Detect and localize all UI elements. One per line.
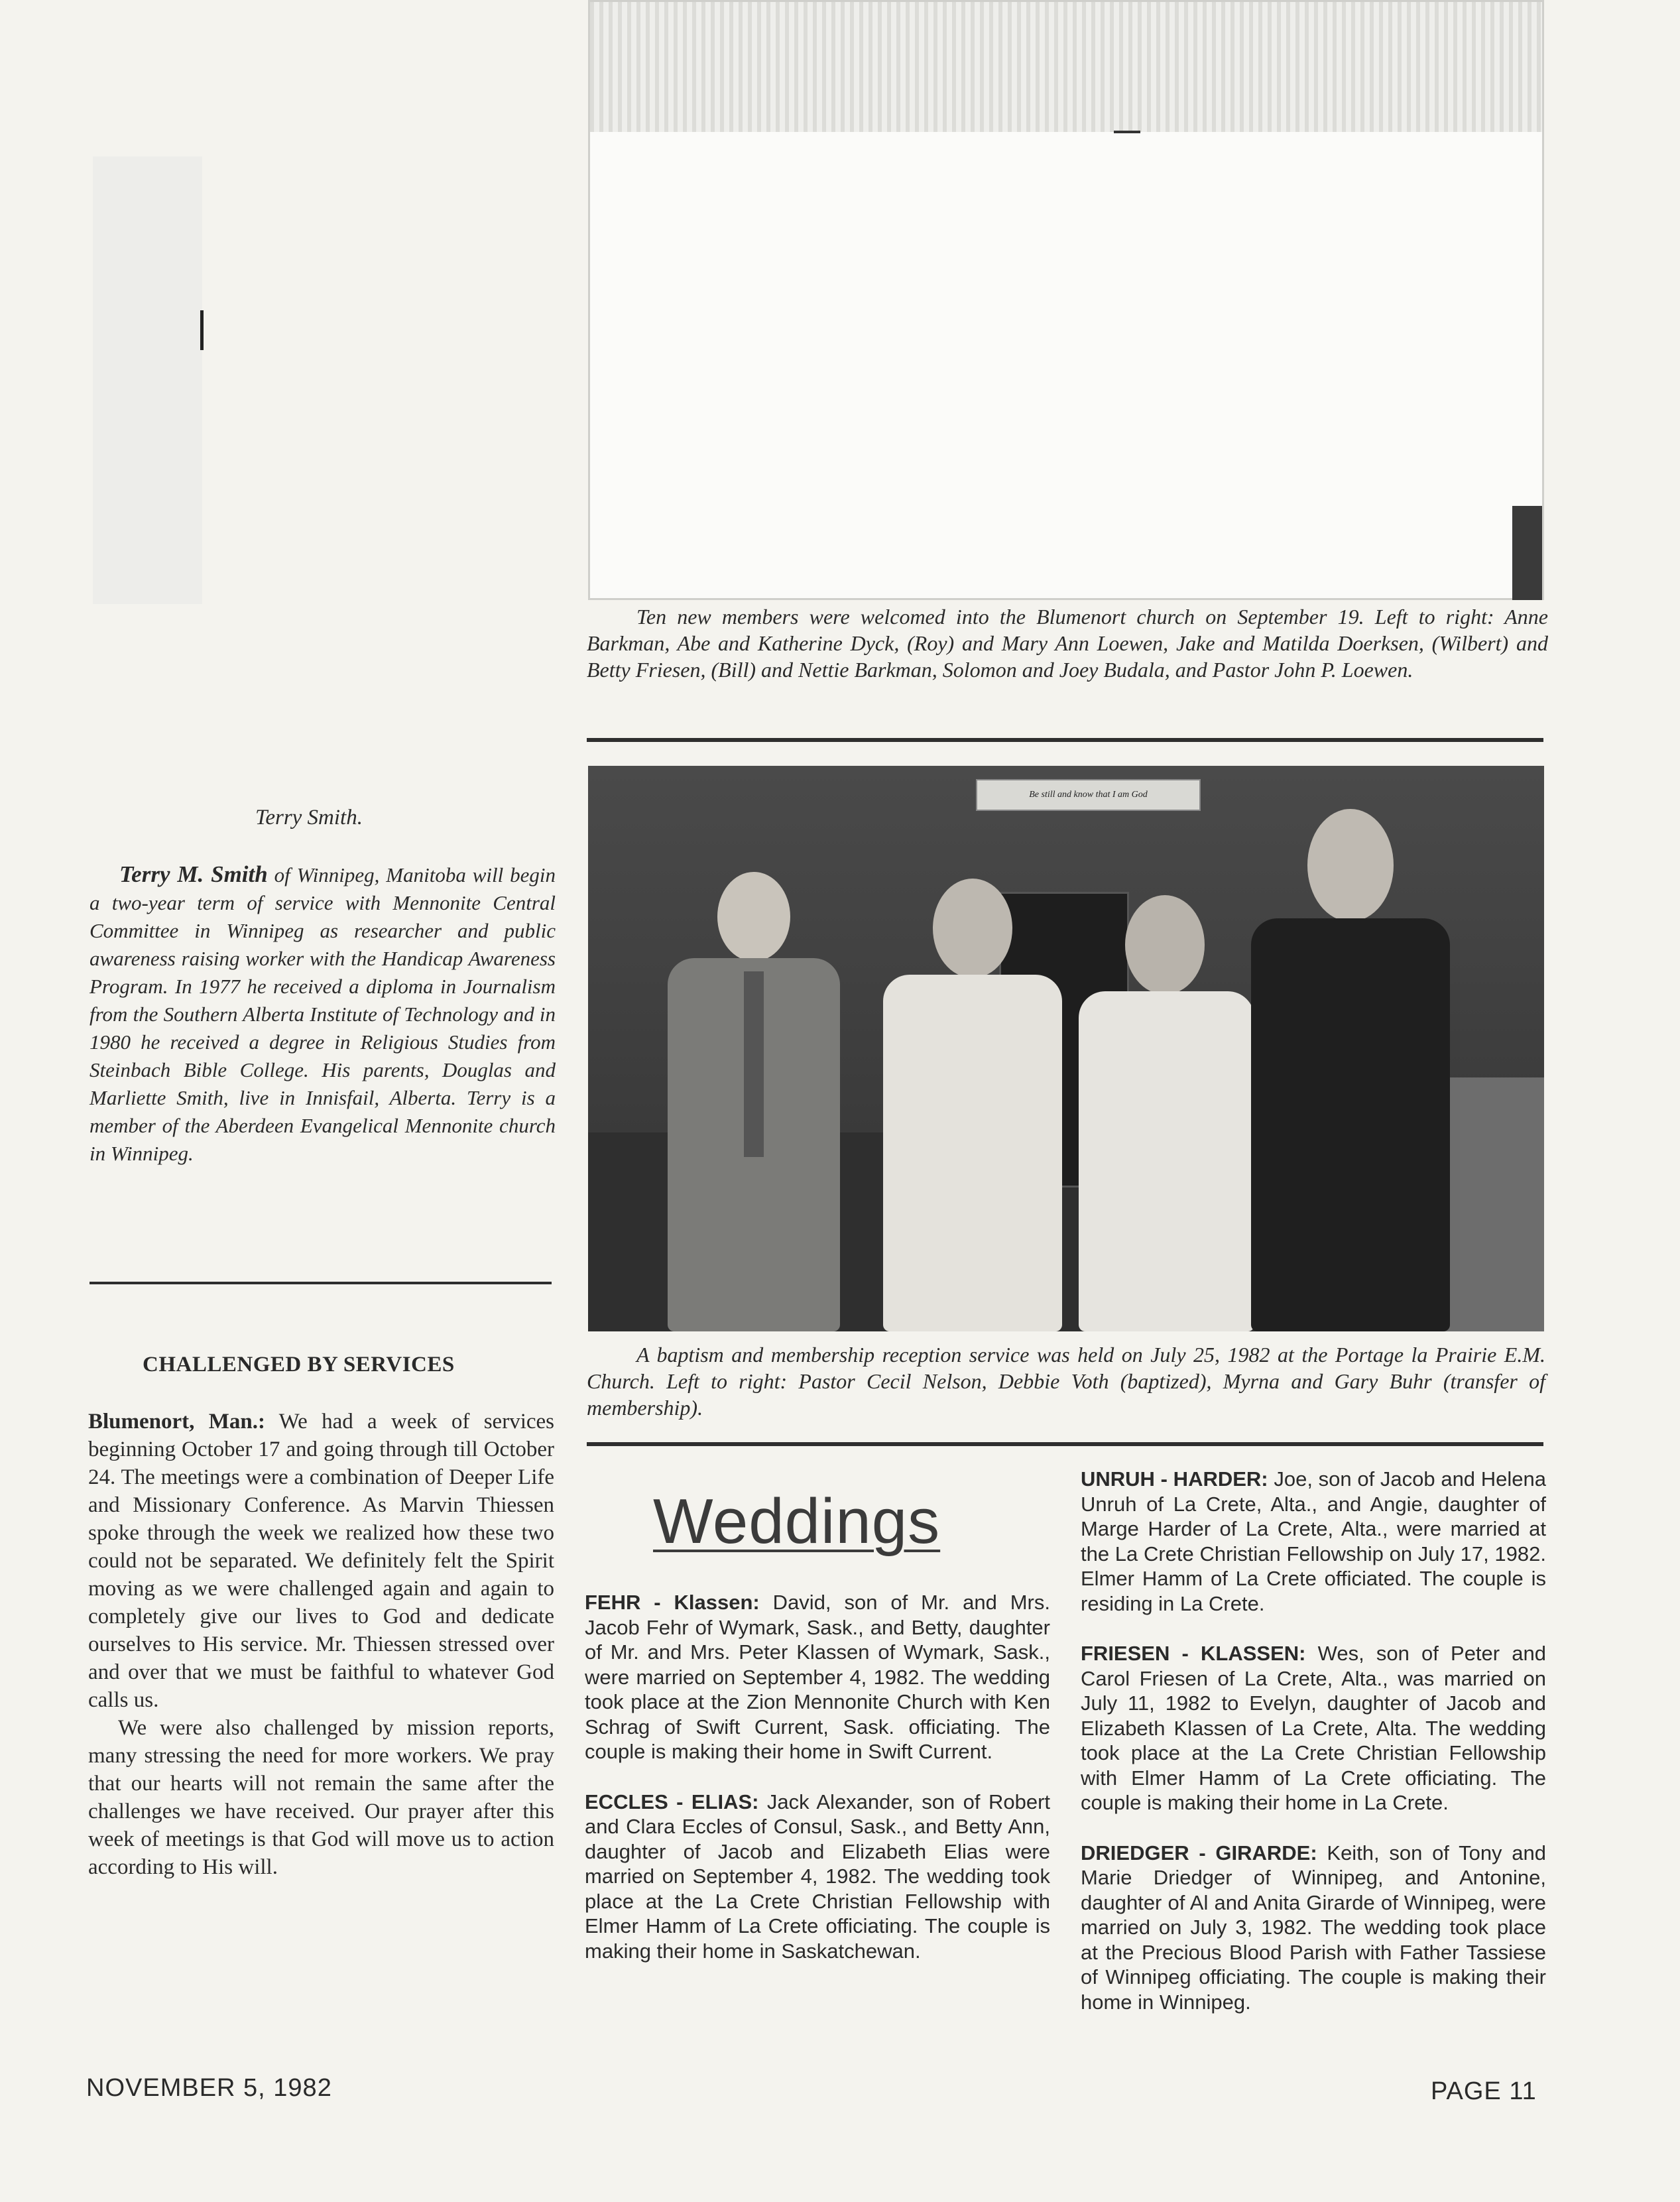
wedding-text: Joe, son of Jacob and Helena Unruh of La Crete, Alta., and Angie, daughter of Marge Harder of La Crete, Alta., were married at the La Crete Christian Fellowship on July 17, 1982. Elmer Hamm of La Crete officiated. The couple is residing in La Crete.: [1081, 1467, 1546, 1615]
challenged-heading: CHALLENGED BY SERVICES: [143, 1353, 455, 1376]
terry-smith-photo: [93, 156, 202, 604]
wedding-text: Wes, son of Peter and Carol Friesen of La Crete, Alta., was married on July 11, 1982 to Evelyn, daughter of Jacob and Elizabeth Klassen of La Crete, Alta. The wedding took place at the La Crete Christian Fellowship with Elmer Hamm of La Crete officiating. The couple is making their home in La Crete.: [1081, 1642, 1546, 1814]
baptism-photo: [588, 766, 1544, 1331]
divider: [90, 1282, 552, 1284]
challenged-p2: We were also challenged by mission reports, many stressing the need for more workers. We pray that our hearts will not remain the same after the challenges we have received. Our prayer after this week of meetings is that God will move us to action according to His will.: [88, 1716, 554, 1879]
smith-name: Terry M. Smith: [119, 861, 268, 887]
divider: [587, 1442, 1543, 1446]
top-photo: [588, 0, 1544, 600]
photo-banner: Be still and know that I am God: [976, 779, 1201, 811]
challenged-article: [88, 1408, 554, 1881]
wedding-names: DRIEDGER - GIRARDE:: [1081, 1841, 1317, 1865]
weddings-title: Weddings: [653, 1486, 941, 1557]
wedding-item: [1081, 1841, 1546, 2015]
wedding-names: ECCLES - ELIAS:: [585, 1790, 759, 1813]
wedding-names: FRIESEN - KLASSEN:: [1081, 1642, 1306, 1665]
wedding-item: [585, 1790, 1050, 1964]
wedding-text: Jack Alexander, son of Robert and Clara Eccles of Consul, Sask., and Betty Ann, daughter of Jacob and Elizabeth Elias were married on September 4, 1982. The wedding took place at the La Crete Christian Fellowship with Elmer Hamm of La Crete officiating. The couple is making their home in Saskatchewan.: [585, 1790, 1051, 1963]
wedding-text: Keith, son of Tony and Marie Driedger of Winnipeg, and Antonine, daughter of Al and Anita Girarde of Winnipeg, were married on July 3, 1982. The wedding took place at the Precious Blood Parish with Father Tassiese of Winnipeg officiating. The couple is making their home in Winnipeg.: [1081, 1841, 1546, 2014]
baptism-caption: A baptism and membership reception service was held on July 25, 1982 at the Portage la Prairie E.M. Church. Left to right: Pastor Cecil Nelson, Debbie Voth (baptized), Myrna and Gary Buhr (transfer of membership).: [587, 1343, 1545, 1420]
footer-date: NOVEMBER 5, 1982: [86, 2074, 332, 2102]
page-number: PAGE 11: [1431, 2077, 1537, 2105]
wedding-item: [585, 1590, 1050, 1764]
wedding-text: David, son of Mr. and Mrs. Jacob Fehr of Wymark, Sask., and Betty, daughter of Mr. and Mrs. Peter Klassen of Wymark, Sask., were married on September 4, 1982. The wedding took place at the Zion Mennonite Church with Ken Schrag of Swift Current, Sask. officiating. The couple is making their home in Swift Current.: [585, 1591, 1050, 1763]
wedding-column-right: [1081, 1467, 1546, 2014]
wedding-item: [1081, 1641, 1546, 1815]
divider: [587, 738, 1543, 742]
wedding-names: UNRUH - HARDER:: [1081, 1467, 1268, 1491]
wedding-column-left: [585, 1590, 1050, 1963]
wedding-item: [1081, 1467, 1546, 1616]
wedding-names: FEHR - Klassen:: [585, 1591, 760, 1614]
top-photo-caption: Ten new members were welcomed into the Blumenort church on September 19. Left to right: Anne Barkman, Abe and Katherine Dyck, (Roy) and Mary Ann Loewen, Jake and Matilda Doerksen, (Wilbert) and Betty Friesen, (Bill) and Nettie Barkman, Solomon and Joey Budala, and Pastor John P. Loewen.: [587, 605, 1548, 682]
smith-text: of Winnipeg, Manitoba will begin a two-year term of service with Mennonite Central Committee in Winnipeg as researcher and public awareness raising worker with the Handicap Awareness Program. In 1977 he received a diploma in Journalism from the Southern Alberta Institute of Technology and in 1980 he received a degree in Religious Studies from Steinbach Bible College. His parents, Douglas and Marliette Smith, live in Innisfail, Alberta. Terry is a member of the Aberdeen Evangelical Mennonite church in Winnipeg.: [90, 863, 556, 1165]
challenged-p1: We had a week of services beginning October 17 and going through till October 24. The meetings were a combination of Deeper Life and Missionary Conference. As Marvin Thiessen spoke through the week we realized how these two could not be separated. We definitely felt the Spirit moving as we were challenged again and again to completely give our lives to God and dedicate ourselves to His service. Mr. Thiessen stressed over and over that we must be faithful to whatever God calls us.: [88, 1410, 554, 1712]
challenged-lead: Blumenort, Man.:: [88, 1410, 265, 1434]
smith-article: [90, 861, 556, 1168]
smith-photo-caption: Terry Smith.: [255, 806, 363, 829]
